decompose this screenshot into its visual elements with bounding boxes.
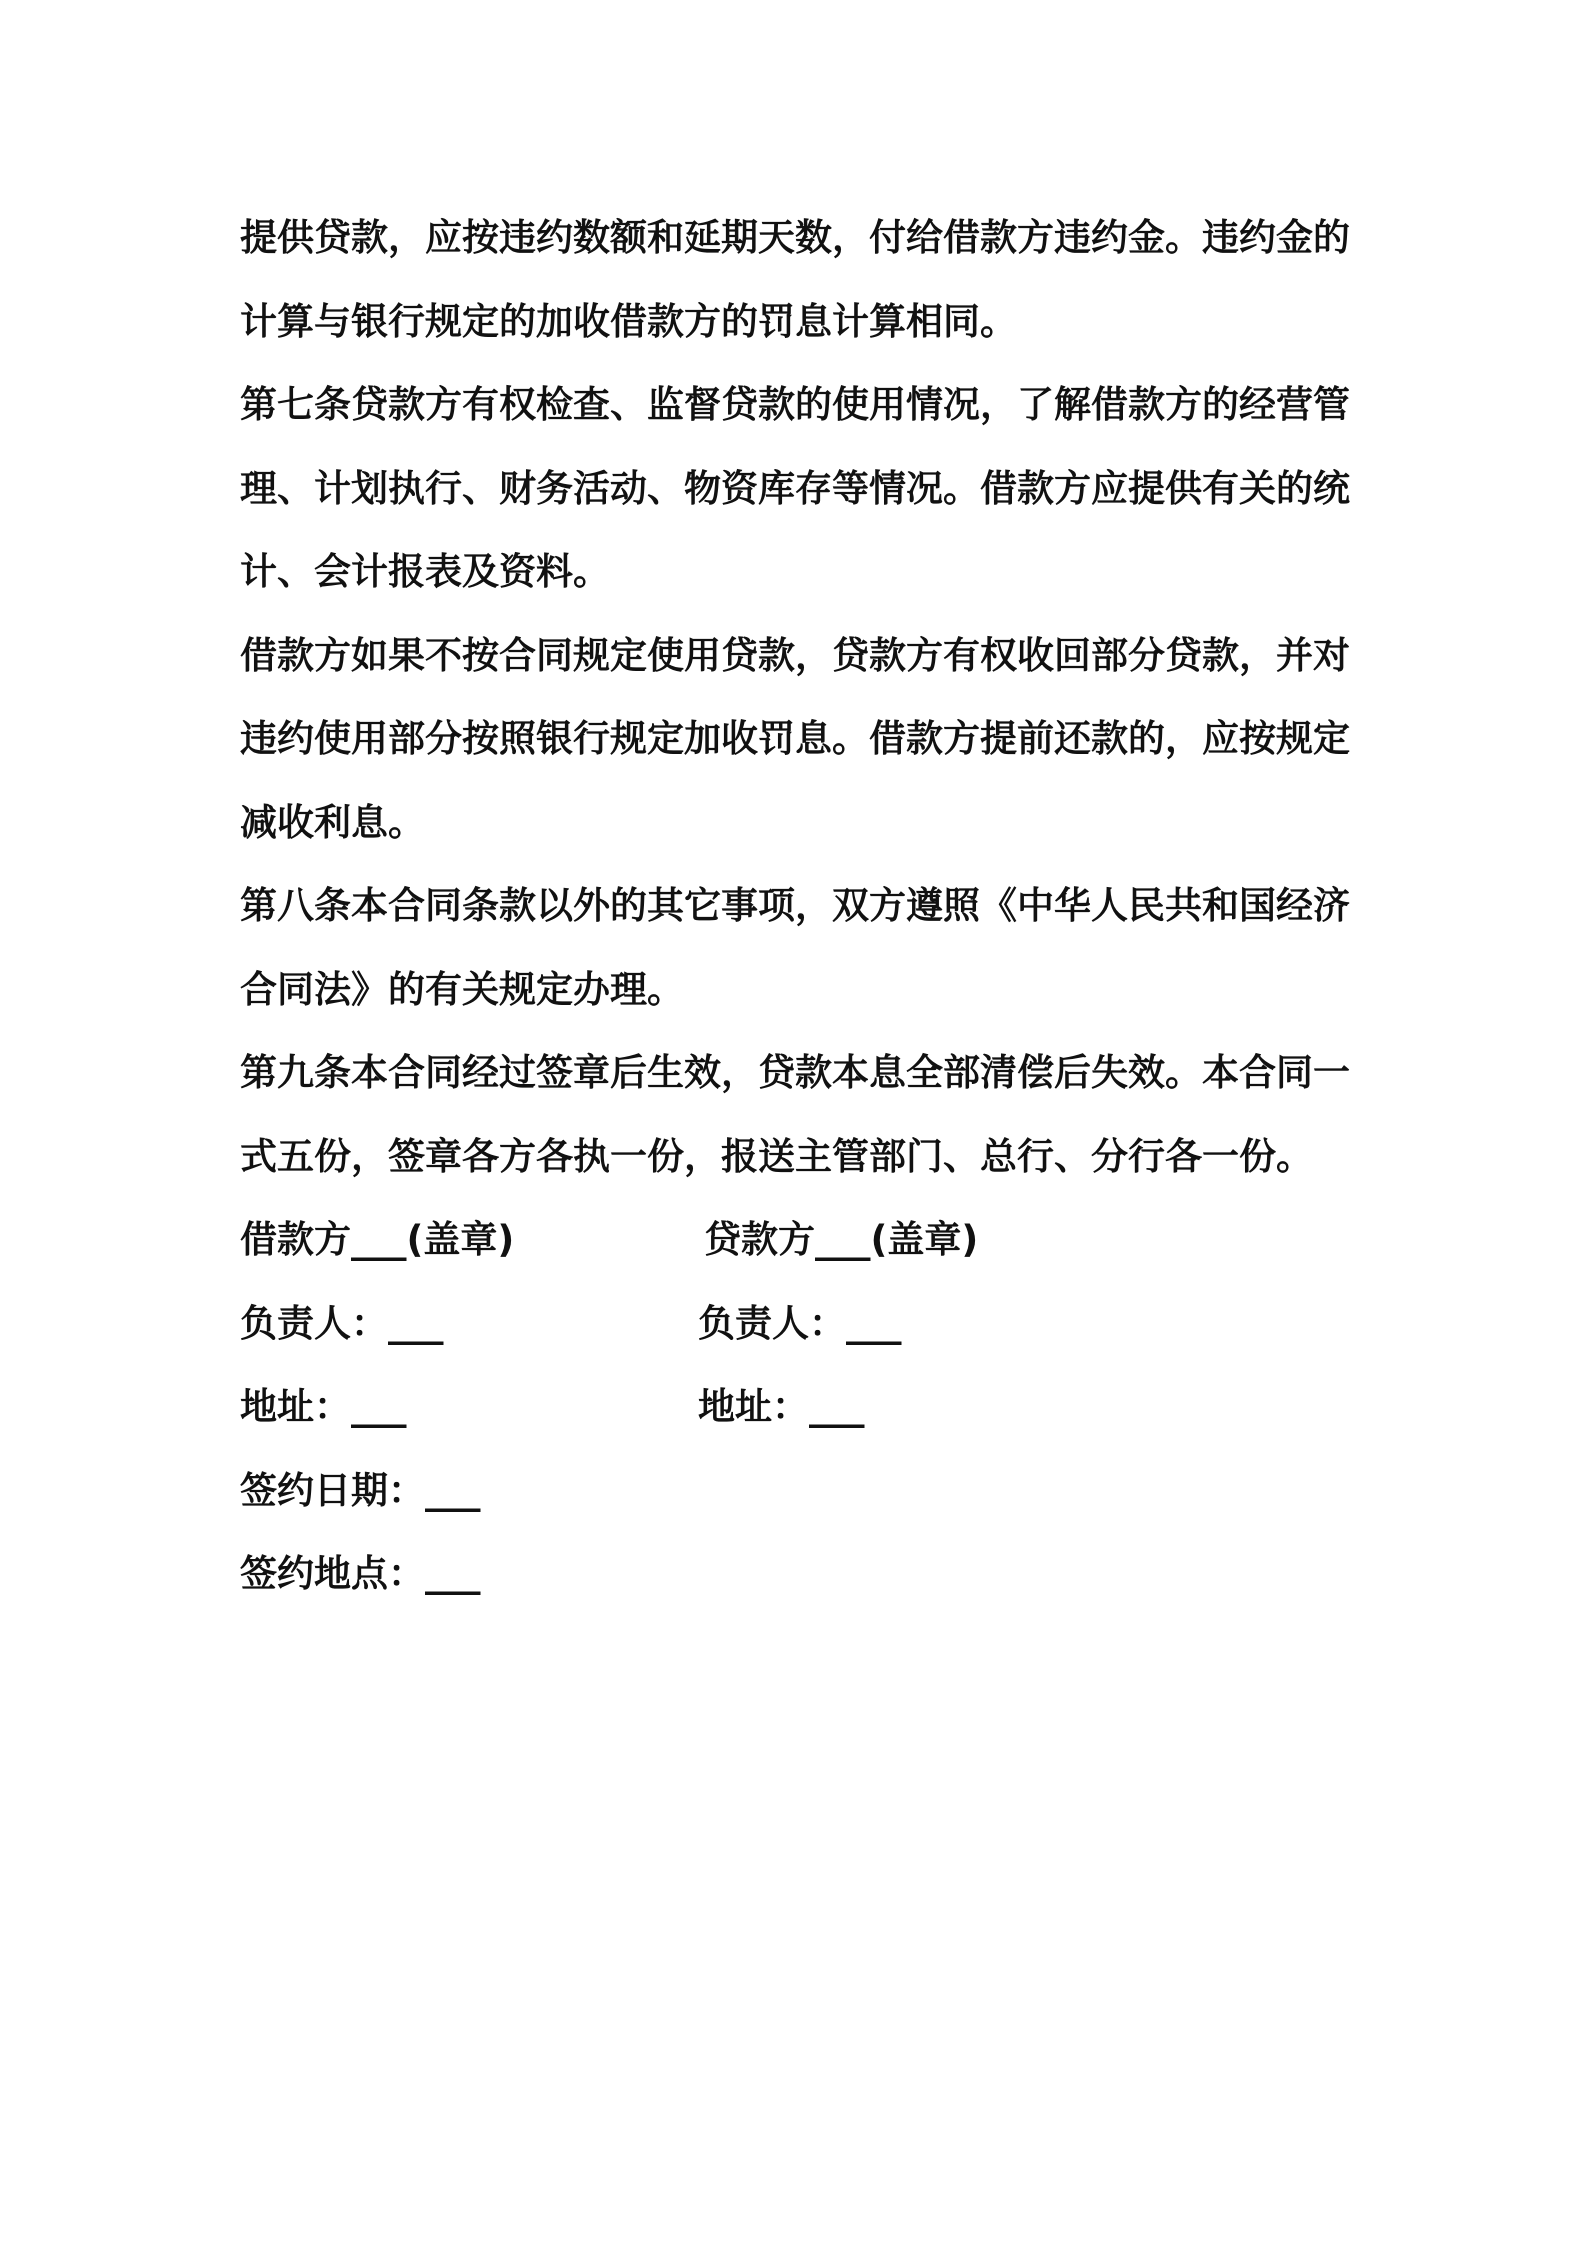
paragraph-penalty: 提供贷款，应按违约数额和延期天数，付给借款方违约金。违约金的计算与银行规定的加收借款方的罚息计算相同。 xyxy=(240,216,1350,343)
borrower-address-field: 地址：___ xyxy=(240,1385,407,1428)
paragraph-article-9: 第九条本合同经过签章后生效，贷款本息全部清偿后失效。本合同一式五份，签章各方各执一份，报送主管部门、总行、分行各一份。 xyxy=(240,1051,1350,1178)
contract-body xyxy=(240,196,1350,1616)
signature-row-address xyxy=(240,1365,1350,1449)
signature-row-person xyxy=(240,1282,1350,1366)
borrower-seal-label: 借款方___(盖章) xyxy=(240,1218,515,1261)
signature-row-date xyxy=(240,1449,1350,1533)
signature-row-parties xyxy=(240,1198,1350,1282)
paragraph-article-7: 第七条贷款方有权检查、监督贷款的使用情况，了解借款方的经营管理、计划执行、财务活动、物资库存等情况。借款方应提供有关的统计、会计报表及资料。 xyxy=(240,383,1350,593)
borrower-person-field: 负责人：___ xyxy=(240,1301,444,1345)
paragraph-misuse: 借款方如果不按合同规定使用贷款，贷款方有权收回部分贷款，并对违约使用部分按照银行规定加收罚息。借款方提前还款的，应按规定减收利息。 xyxy=(240,633,1350,844)
sign-place-field: 签约地点：___ xyxy=(240,1552,481,1595)
lender-seal-label: 贷款方___(盖章) xyxy=(704,1218,979,1261)
signature-row-place xyxy=(240,1532,1350,1616)
lender-person-field: 负责人：___ xyxy=(698,1301,902,1345)
sign-date-field: 签约日期：___ xyxy=(240,1468,481,1512)
paragraph-article-8: 第八条本合同条款以外的其它事项，双方遵照《中华人民共和国经济合同法》的有关规定办理。 xyxy=(240,884,1350,1011)
lender-address-field: 地址：___ xyxy=(698,1385,865,1428)
